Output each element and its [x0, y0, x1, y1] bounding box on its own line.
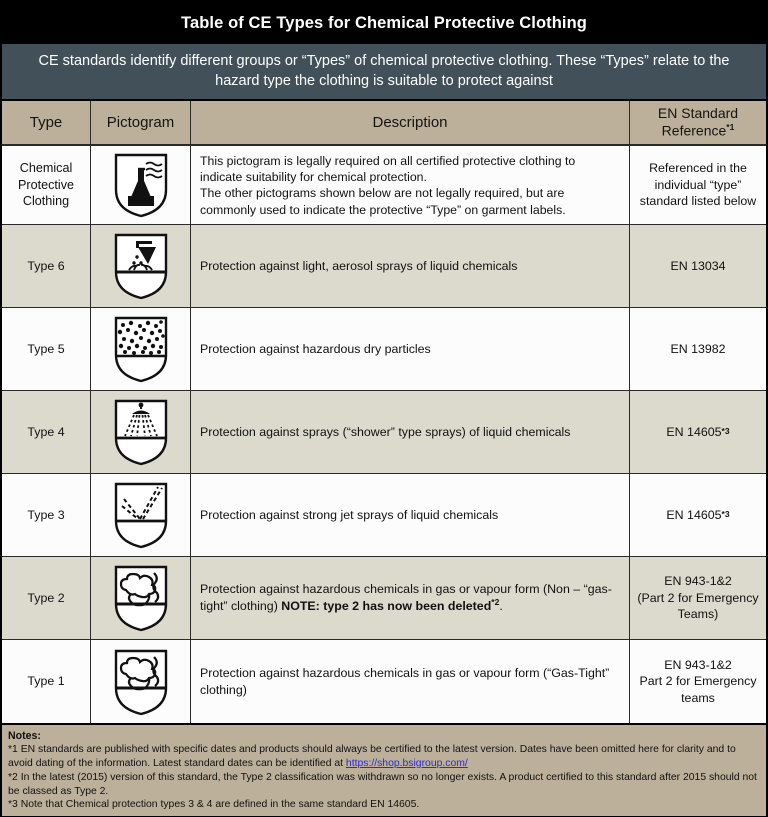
- en-standard-line2: individual “type”: [654, 177, 742, 192]
- en-standard-line1: Referenced in the: [649, 161, 747, 176]
- table-row: [2, 308, 766, 391]
- cell-type: Type 1: [2, 640, 91, 723]
- cell-en-standard: [630, 557, 766, 639]
- en-standard-footnote-marker: *3: [721, 426, 730, 437]
- table-row: [2, 474, 766, 557]
- en-standard-line2: (Part 2 for Emergency: [637, 590, 759, 605]
- jet-spray-shield-icon: [110, 481, 172, 549]
- page-title: Table of CE Types for Chemical Protective Clothing: [2, 2, 766, 44]
- table-row: [2, 225, 766, 308]
- column-header-en-standard: [630, 101, 766, 144]
- en-standard-line2: Part 2 for Emergency: [639, 674, 757, 689]
- cell-description: [191, 146, 630, 224]
- note-2: *2 In the latest (2015) version of this standard, the Type 2 classification was withdrawn so no longer exists. A product certified to this standard after 2015 should not be classed as Type 2.: [8, 771, 757, 797]
- table-header-row: [2, 101, 766, 146]
- cell-type: Type 4: [2, 391, 91, 473]
- cell-en-standard: [630, 146, 766, 224]
- cell-en-standard: [630, 391, 766, 473]
- notes-heading: Notes:: [8, 730, 41, 742]
- type-label-line3: Clothing: [22, 194, 70, 209]
- description-text-post: .: [499, 599, 503, 614]
- en-standard-text: EN 14605: [666, 424, 722, 439]
- cell-description: Protection against hazardous dry particles: [191, 308, 630, 390]
- en-standard-line3: Teams): [677, 607, 719, 622]
- cell-type: Type 3: [2, 474, 91, 556]
- en-header-line1: EN Standard: [657, 105, 739, 122]
- en-header-line2: Reference: [661, 122, 727, 139]
- column-header-description: Description: [191, 101, 630, 144]
- column-header-type: Type: [2, 101, 91, 144]
- en-standard-line3: teams: [681, 690, 715, 705]
- table-row: [2, 640, 766, 723]
- description-line1: This pictogram is legally required on all certified protective clothing to indicate suitability for chemical protection.: [200, 154, 576, 185]
- cell-en-standard: EN 13034: [670, 258, 726, 273]
- note-3: *3 Note that Chemical protection types 3 & 4 are defined in the same standard EN 14605.: [8, 799, 420, 811]
- shower-spray-shield-icon: [110, 398, 172, 466]
- cell-pictogram: [91, 225, 191, 307]
- description-note-bold: NOTE: type 2 has now been deleted: [281, 599, 492, 614]
- subtitle-banner: [2, 44, 766, 101]
- description-footnote-marker: *2: [491, 597, 500, 608]
- en-standard-footnote-marker: *3: [721, 509, 730, 520]
- description-line2: The other pictograms shown below are not legally required, but are commonly used to indicate the protective “Type” on garment labels.: [200, 186, 566, 217]
- gas-cloud-shield-icon: [110, 648, 172, 716]
- cell-description: Protection against strong jet sprays of liquid chemicals: [191, 474, 630, 556]
- cell-en-standard: [630, 474, 766, 556]
- type-label-line1: Chemical: [19, 161, 73, 176]
- cell-type: Type 6: [2, 225, 91, 307]
- cell-pictogram: [91, 391, 191, 473]
- column-header-pictogram: Pictogram: [91, 101, 191, 144]
- notes-section: [2, 723, 766, 816]
- cell-description: Protection against light, aerosol sprays of liquid chemicals: [191, 225, 630, 307]
- cell-pictogram: [91, 308, 191, 390]
- dry-particles-shield-icon: [110, 315, 172, 383]
- en-standard-line1: EN 943-1&2: [664, 657, 732, 672]
- cell-description: [191, 557, 630, 639]
- cell-type: Type 2: [2, 557, 91, 639]
- type-label-line2: Protective: [18, 177, 74, 192]
- flask-fumes-shield-icon: [111, 152, 171, 218]
- cell-pictogram: [91, 146, 191, 224]
- subtitle-text: CE standards identify different groups or “Types” of chemical protective clothing. These “Types” relate to the hazard type the clothing is suitable to protect against: [38, 52, 730, 89]
- cell-en-standard: [630, 640, 766, 723]
- table-row: [2, 391, 766, 474]
- cell-type: Type 5: [2, 308, 91, 390]
- table-grid: [2, 101, 766, 723]
- gas-cloud-shield-icon: [110, 564, 172, 632]
- cell-type: [2, 146, 91, 224]
- en-standard-line1: EN 943-1&2: [664, 574, 732, 589]
- description-text: Protection against hazardous chemicals in gas or vapour form (Non – “gas-tight” clothing): [200, 582, 612, 614]
- table-row: [2, 557, 766, 640]
- cell-pictogram: [91, 640, 191, 723]
- cell-en-standard: EN 13982: [670, 341, 726, 356]
- table-row: [2, 146, 766, 225]
- note-1: [8, 743, 760, 771]
- note-1-text: *1 EN standards are published with specific dates and products should always be certified to the latest version. Dates have been omitted here for clarity and to avoid dating of the information. Latest standard dates can be identified at: [8, 744, 736, 769]
- bsi-shop-link[interactable]: https://shop.bsigroup.com/: [345, 757, 468, 769]
- cell-pictogram: [91, 557, 191, 639]
- cell-pictogram: [91, 474, 191, 556]
- en-standard-text: EN 14605: [666, 507, 722, 522]
- cell-description: Protection against hazardous chemicals in gas or vapour form (“Gas-Tight” clothing): [191, 640, 630, 723]
- cell-description: Protection against sprays (“shower” type sprays) of liquid chemicals: [191, 391, 630, 473]
- pouring-beaker-splash-shield-icon: [110, 232, 172, 300]
- en-header-footnote-marker: *1: [726, 122, 735, 133]
- en-standard-line3: standard listed below: [639, 194, 757, 209]
